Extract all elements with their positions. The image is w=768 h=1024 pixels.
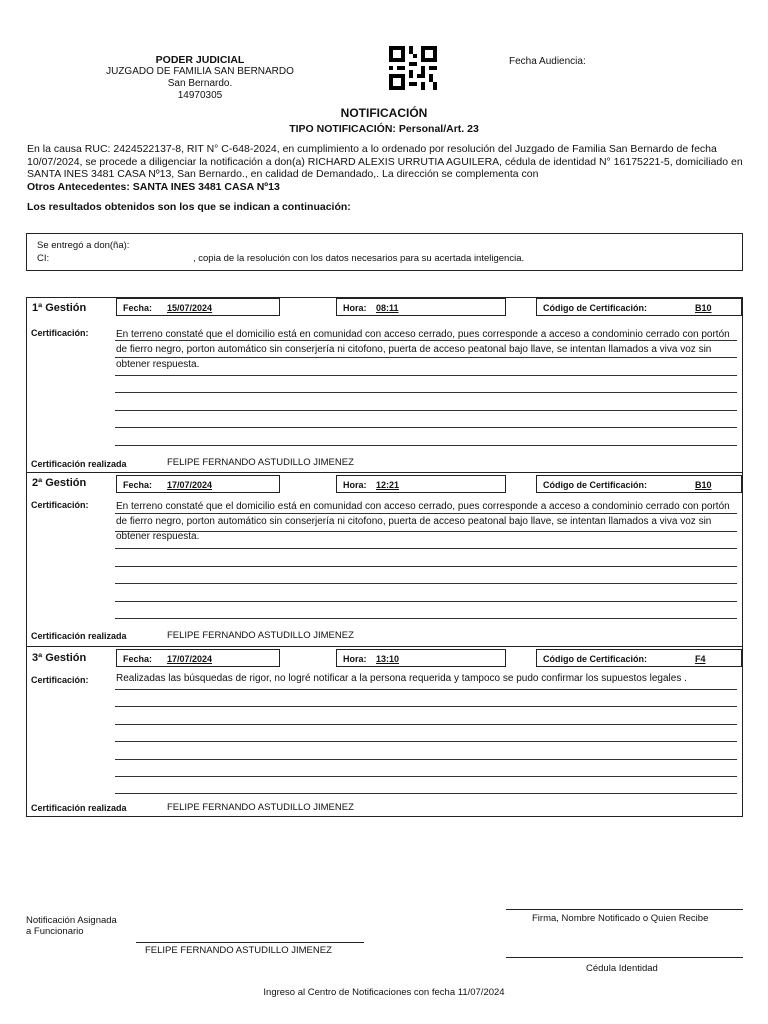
rule-line — [115, 741, 737, 742]
hearing-date-label: Fecha Audiencia: — [509, 56, 586, 67]
rule-line — [115, 445, 737, 446]
rule-line — [115, 566, 737, 567]
rule-line — [115, 759, 737, 760]
intro-text: En la causa RUC: 2424522137-8, RIT N° C-648-2024, en cumplimiento a lo ordenado por resolución del Juzgado de Familia San Bernardo de fecha 10/07/2024, se procede a diligenciar la notificación a don(a) RICHARD ALEXIS URRUTIA AGUILERA, cédula de identidad N° 16175221-5, domiciliado en SANTA INES 3481 CASA Nº13, San Bernardo., en calidad de Demandado,. La dirección se complementa con — [27, 143, 743, 180]
intro-paragraph — [27, 143, 743, 193]
hora-field — [336, 649, 506, 667]
rule-line — [115, 601, 737, 602]
gestion-title: 1ª Gestión — [32, 302, 87, 314]
hora-label: Hora: — [343, 303, 367, 313]
certificacion-text: En terreno constaté que el domicilio está en comunidad con acceso cerrado, pues corresponde a acceso a condominio cerrado con portón de fierro negro, porton automático sin conserjería ni citofono, puerta de acceso peatonal bajo llave, se intentan llamados a viva voz sin obtener respuesta. — [116, 329, 730, 370]
delivery-ci-label: CI: — [37, 253, 50, 264]
rule-line — [115, 724, 737, 725]
hora-value: 13:10 — [376, 654, 400, 664]
codigo-label: Código de Certificación: — [543, 480, 648, 490]
hora-field — [336, 475, 506, 493]
fecha-value: 17/07/2024 — [167, 654, 213, 664]
assigned-label-line2: a Funcionario — [26, 926, 84, 937]
court-name: JUZGADO DE FAMILIA SAN BERNARDO — [106, 66, 294, 77]
certificacion-realizada-label: Certificación realizada — [31, 631, 127, 641]
assigned-officer-name: FELIPE FERNANDO ASTUDILLO JIMENEZ — [145, 945, 332, 956]
hora-label: Hora: — [343, 654, 367, 664]
rule-line — [115, 548, 737, 549]
rule-line — [115, 375, 737, 376]
fecha-field — [116, 475, 280, 493]
rule-line — [115, 513, 737, 514]
certificacion-officer: FELIPE FERNANDO ASTUDILLO JIMENEZ — [167, 457, 354, 468]
codigo-value: F4 — [695, 654, 706, 664]
hora-label: Hora: — [343, 480, 367, 490]
recipient-signature-line — [506, 909, 743, 910]
rule-line — [115, 618, 737, 619]
rule-line — [115, 706, 737, 707]
codigo-field — [536, 649, 742, 667]
rule-line — [115, 531, 737, 532]
court-code: 14970305 — [177, 90, 223, 101]
fecha-label: Fecha: — [123, 303, 153, 313]
certificacion-label: Certificación: — [31, 328, 89, 338]
institution-name: PODER JUDICIAL — [155, 54, 245, 66]
rule-line — [115, 583, 737, 584]
codigo-label: Código de Certificación: — [543, 654, 648, 664]
assigned-label-line1: Notificación Asignada — [26, 915, 117, 926]
codigo-value: B10 — [695, 303, 712, 313]
hora-value: 12:21 — [376, 480, 400, 490]
hora-field — [336, 298, 506, 316]
certificacion-label: Certificación: — [31, 675, 89, 685]
court-header — [100, 54, 300, 102]
fecha-field — [116, 649, 280, 667]
fecha-label: Fecha: — [123, 480, 153, 490]
hora-value: 08:11 — [376, 303, 399, 313]
codigo-label: Código de Certificación: — [543, 303, 648, 313]
gestion-title: 2ª Gestión — [32, 477, 87, 489]
document-title: NOTIFICACIÓN — [340, 106, 428, 120]
delivery-copy-text: , copia de la resolución con los datos necesarios para su acertada inteligencia. — [193, 253, 525, 264]
id-label: Cédula Identidad — [586, 963, 658, 974]
rule-line — [115, 776, 737, 777]
court-city: San Bernardo. — [167, 78, 233, 89]
rule-line — [115, 392, 737, 393]
signature-label: Firma, Nombre Notificado o Quien Recibe — [532, 913, 709, 924]
other-background: Otros Antecedentes: SANTA INES 3481 CASA Nº13 — [27, 180, 280, 193]
certificacion-realizada-label: Certificación realizada — [31, 459, 127, 469]
codigo-field — [536, 475, 742, 493]
assigned-officer-label — [26, 915, 117, 937]
certificacion-label: Certificación: — [31, 500, 89, 510]
rule-line — [115, 357, 737, 358]
fecha-label: Fecha: — [123, 654, 153, 664]
codigo-value: B10 — [695, 480, 712, 490]
rule-line — [115, 340, 737, 341]
certificacion-officer: FELIPE FERNANDO ASTUDILLO JIMENEZ — [167, 630, 354, 641]
id-signature-line — [506, 957, 743, 958]
certificacion-officer: FELIPE FERNANDO ASTUDILLO JIMENEZ — [167, 802, 354, 813]
codigo-field — [536, 298, 742, 316]
ingreso-text: Ingreso al Centro de Notificaciones con fecha 11/07/2024 — [263, 987, 505, 998]
rule-line — [115, 410, 737, 411]
rule-line — [115, 427, 737, 428]
notification-type: TIPO NOTIFICACIÓN: Personal/Art. 23 — [289, 123, 479, 135]
qr-code-icon — [389, 46, 437, 90]
certificacion-realizada-label: Certificación realizada — [31, 803, 127, 813]
officer-signature-line — [136, 942, 364, 943]
rule-line — [115, 689, 737, 690]
fecha-value: 15/07/2024 — [167, 303, 213, 313]
gestion-title: 3ª Gestión — [32, 652, 87, 664]
rule-line — [115, 793, 737, 794]
results-heading: Los resultados obtenidos son los que se indican a continuación: — [27, 201, 351, 213]
fecha-field — [116, 298, 280, 316]
delivery-recipient-label: Se entregó a don(ña): — [37, 240, 130, 251]
certificacion-text: Realizadas las búsquedas de rigor, no logré notificar a la persona requerida y tampoco se pudo confirmar los supuestos legales . — [116, 673, 687, 684]
gestion-section-3 — [26, 646, 743, 817]
gestion-section-1 — [26, 297, 743, 473]
fecha-value: 17/07/2024 — [167, 480, 213, 490]
certificacion-text: En terreno constaté que el domicilio está en comunidad con acceso cerrado, pues corresponde a acceso a condominio cerrado con portón de fierro negro, porton automático sin conserjería ni citofono, puerta de acceso peatonal bajo llave, se intentan llamados a viva voz sin obtener respuesta. — [116, 501, 730, 542]
delivery-box — [26, 233, 743, 271]
gestion-section-2 — [26, 472, 743, 647]
